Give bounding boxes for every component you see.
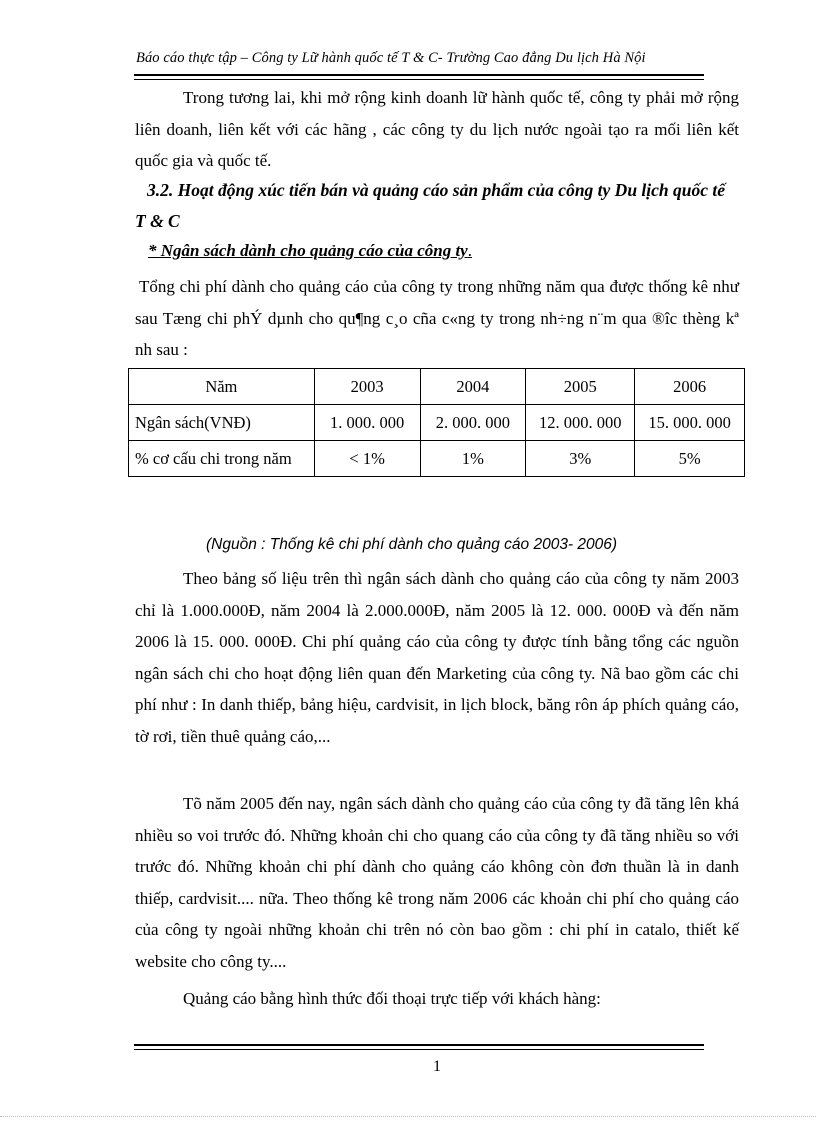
paragraph-budget-growth: Tõ năm 2005 đến nay, ngân sách dành cho quảng cáo của công ty đã tăng lên khá nhiều so voi trước đó. Những khoản chi cho quang cáo của công ty đã tăng nhiều so với trước đó. Những khoản chi phí dành cho quảng cáo không còn đơn thuần là in danh thiếp, cardvisit.... nữa. Theo thống kê trong năm 2006 các khoản chi phí cho quảng cáo của công ty ngoài những khoản chi trên nó còn bao gồm : chi phí in catalo, thiết kế website cho công ty.... (135, 794, 739, 971)
table-header-cell: 2004 (420, 369, 526, 405)
section-heading: 3.2. Hoạt động xúc tiến bán và quảng cáo sản phẩm của công ty Du lịch quốc tế T & C (135, 180, 726, 231)
paragraph-intro: Trong tương lai, khi mở rộng kinh doanh lữ hành quốc tế, công ty phải mở rộng liên doanh, liên kết với các hãng , các công ty du lịch nước ngoài tạo ra mối liên kết quốc gia và quốc tế. (135, 88, 739, 170)
table-cell: Ngân sách(VNĐ) (129, 405, 315, 441)
table-cell: 3% (526, 441, 635, 477)
page-bottom-edge (0, 1116, 816, 1117)
table-cell: % cơ cấu chi trong năm (129, 441, 315, 477)
table-header-cell: Năm (129, 369, 315, 405)
table-header-cell: 2003 (314, 369, 420, 405)
page-number: 1 (433, 1058, 441, 1075)
table-cell: 1. 000. 000 (314, 405, 420, 441)
header-rule (134, 74, 704, 76)
page-header: Báo cáo thực tập – Công ty Lữ hành quốc tế T & C- Trường Cao đẳng Du lịch Hà Nội (136, 50, 646, 66)
table-cell: < 1% (314, 441, 420, 477)
footer-rule (134, 1044, 704, 1046)
table-row (129, 405, 745, 441)
table-header-row (129, 369, 745, 405)
subsection-heading (148, 241, 472, 261)
footer-rule-thin (134, 1049, 704, 1050)
budget-table (128, 368, 745, 477)
header-rule-thin (134, 79, 704, 80)
paragraph-budget-intro: Tổng chi phí dành cho quảng cáo của công ty trong những năm qua được thống kê như sau Tæng chi phÝ dµnh cho qu¶ng c¸o cña c«ng ty trong nh÷ng n¨m qua ®îc thèng kª nh sau : (135, 277, 739, 359)
table-cell: 12. 000. 000 (526, 405, 635, 441)
subsection-heading-period: . (467, 241, 472, 260)
table-cell: 2. 000. 000 (420, 405, 526, 441)
paragraph-budget-analysis: Theo bảng số liệu trên thì ngân sách dành cho quảng cáo của công ty năm 2003 chỉ là 1.000.000Đ, năm 2004 là 2.000.000Đ, năm 2005 là 12. 000. 000Đ và đến năm 2006 là 15. 000. 000Đ. Chi phí quảng cáo của công ty được tính bằng tổng các nguồn ngân sách chi cho hoạt động liên quan đến Marketing của công ty. Nã bao gồm các chi phí như : In danh thiếp, bảng hiệu, cardvisit, in lịch block, băng rôn áp phích quảng cáo, tờ rơi, tiền thuê quảng cáo,... (135, 569, 739, 746)
table-cell: 1% (420, 441, 526, 477)
table-source-caption: (Nguồn : Thống kê chi phí dành cho quảng cáo 2003- 2006) (206, 536, 618, 553)
subsection-heading-text: * Ngân sách dành cho quảng cáo của công ty (148, 241, 468, 260)
table-cell: 15. 000. 000 (635, 405, 745, 441)
table-row (129, 441, 745, 477)
table-header-cell: 2006 (635, 369, 745, 405)
paragraph-direct-advertising: Quảng cáo bằng hình thức đối thoại trực tiếp với khách hàng: (183, 989, 601, 1008)
table-header-cell: 2005 (526, 369, 635, 405)
table-cell: 5% (635, 441, 745, 477)
